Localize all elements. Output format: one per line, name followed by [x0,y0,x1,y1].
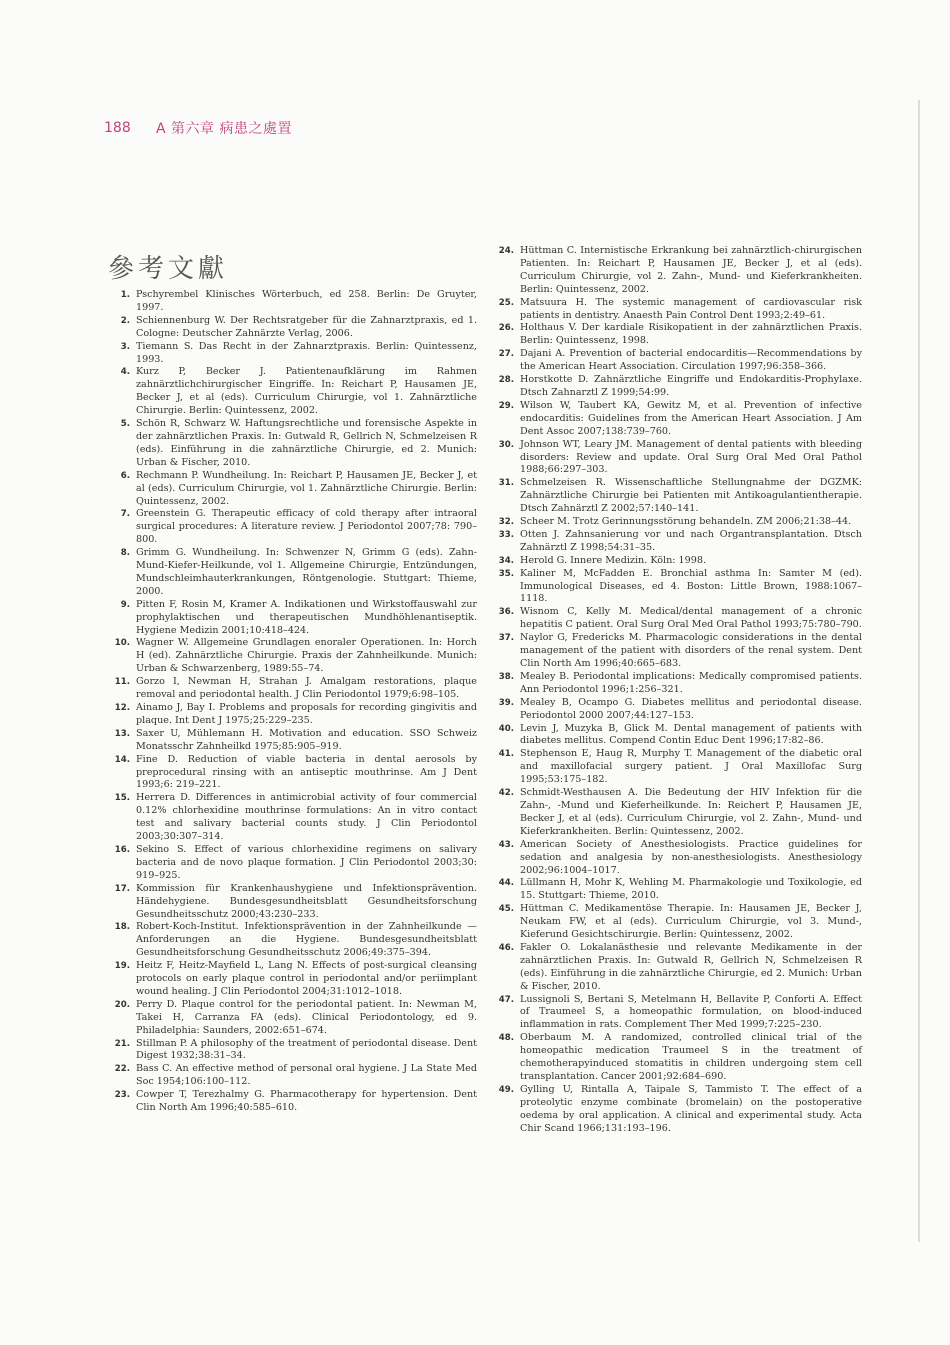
reference-item [496,839,862,878]
reference-number: 32. [498,517,514,528]
reference-text: Wisnom C, Kelly M. Medical/dental management of a chronic hepatitis C patient. Oral Surg Oral Med Oral Pathol 1993;75:780–790. [520,606,862,631]
reference-number: 11. [114,677,130,688]
reference-text: Herold G. Innere Medizin. Köln: 1998. [520,554,707,566]
reference-text: Heitz F, Heitz-Mayfield L, Lang N. Effects of post-surgical cleansing protocols on early plaque control in periodontal and/or periimplant wound healing. J Clin Periodontol 2004;31:1012–1018. [136,960,477,997]
reference-item [112,289,477,315]
reference-number: 20. [114,999,130,1010]
reference-text: Horstkotte D. Zahnärztliche Eingriffe und Endokarditis-Prophylaxe. Dtsch Zahnarztl Z 1999;54:99. [520,374,862,398]
reference-item [112,921,477,960]
reference-number: 25. [498,297,514,308]
reference-number: 28. [498,375,514,386]
reference-item [496,439,862,478]
reference-text: Hüttman C. Internistische Erkrankung bei zahnärztlich-chirurgischen Patienten. In: Reichart P, Hausamen JE, Becker J, et al (eds). Curriculum Chirurgie, vol 2. Zahn-, Mund- und Kieferkrankheiten. Berlin: Quintessenz, 2002. [520,245,862,295]
reference-number: 21. [114,1038,130,1049]
running-header [104,118,292,138]
reference-item [112,547,477,599]
reference-text: Stillman P. A philosophy of the treatment of periodontal disease. Dent Digest 1932;38:31–34. [136,1037,477,1062]
reference-item [112,676,477,702]
reference-item [112,341,477,367]
reference-item [496,568,862,607]
chapter-title: A 第六章 病患之處置 [156,121,292,137]
reference-text: Wagner W. Allgemeine Grundlagen enoraler Operationen. In: Horch H (ed). Zahnärztliche Chirurgie. Praxis der Zahnheilkunde. Munich: Urban & Schwarzenberg, 1989:55–74. [136,637,477,675]
reference-text: Schiennenburg W. Der Rechtsratgeber für die Zahnarztpraxis, ed 1. Cologne: Deutscher Zahnärzte Verlag, 2006. [136,314,477,339]
reference-item [496,297,862,323]
page-edge-divider [918,100,920,1242]
reference-item [496,877,862,903]
reference-number: 10. [114,638,130,649]
reference-text: Holthaus V. Der kardiale Risikopatient in der zahnärztlichen Praxis. Berlin: Quintessenz, 1998. [520,322,862,347]
reference-number: 27. [498,349,514,360]
reference-text: Scheer M. Trotz Gerinnungsstörung behandeln. ZM 2006;21:38–44. [520,516,852,528]
reference-text: Pitten F, Rosin M, Kramer A. Indikationen und Wirkstoffauswahl zur prophylaktischen und therapeutischen Mundhöhlenantiseptik. Hygiene Medizin 2001;10:418–424. [136,598,477,636]
reference-text: Rechmann P. Wundheilung. In: Reichart P, Hausamen JE, Becker J, et al (eds). Curriculum Chirurgie, vol 1. Zahnärztliche Chirurgie. Berlin: Quintessenz, 2002. [136,469,477,507]
reference-text: Tiemann S. Das Recht in der Zahnarztpraxis. Berlin: Quintessenz, 1993. [136,340,477,365]
reference-text: Stephenson E, Haug R, Murphy T. Management of the diabetic oral and maxillofacial surgery patient. J Oral Maxillofac Surg 1995;53:175–182. [520,748,862,786]
reference-item [496,477,862,516]
reference-number: 33. [498,529,514,540]
reference-text: Kaliner M, McFadden E. Bronchial asthma In: Samter M (ed). Immunological Diseases, ed 4. Boston: Little Brown, 1988:1067–1118. [520,567,862,605]
reference-item [496,994,862,1033]
reference-number: 9. [120,599,130,610]
reference-number: 16. [114,844,130,855]
reference-item [112,702,477,728]
reference-text: Hüttman C. Medikamentöse Therapie. In: Hausamen JE, Becker J, Neukam FW, et al (eds). Curriculum Chirurgie, vol 3. Mund-, Kieferund Gesichtschirurgie. Berlin: Quintessenz, 2002. [520,903,862,941]
reference-number: 19. [114,961,130,972]
reference-item [112,960,477,999]
reference-text: Lussignoli S, Bertani S, Metelmann H, Bellavite P, Conforti A. Effect of Traumeel S, a homeopathic formulation, on blood-induced inflammation in rats. Complement Ther Med 1999;7:225–230. [520,993,862,1031]
reference-text: Saxer U, Mühlemann H. Motivation and education. SSO Schweiz Monatsschr Zahnheilkd 1975;85:905–919. [136,727,477,752]
reference-text: Schmidt-Westhausen A. Die Bedeutung der HIV Infektion für die Zahn-, -Mund und Kieferheilkunde. In: Reichert P, Hausamen JE, Becker J, et al (eds). Curriculum Chirurgie, vol 2. Zahn-, Mund- und Kieferkrankheiten. Berlin: Quintessenz, 2002. [520,787,862,837]
reference-item [112,754,477,793]
reference-text: Herrera D. Differences in antimicrobial activity of four commercial 0.12% chlorhexidine mouthrinse formulations: An in vitro contact test and salivary bacterial counts study. J Clin Periodontol 2003;30:307–314. [136,792,477,843]
reference-number: 18. [114,922,130,933]
reference-item [496,723,862,749]
reference-number: 39. [498,697,514,708]
reference-item [112,1089,477,1115]
reference-item [112,844,477,883]
reference-item [112,728,477,754]
reference-item [496,348,862,374]
reference-item [496,400,862,439]
reference-item [496,1032,862,1084]
reference-number: 13. [114,728,130,739]
reference-text: Mealey B, Ocampo G. Diabetes mellitus and periodontal disease. Periodontol 2000 2007;44:127–153. [520,696,862,721]
reference-text: Lüllmann H, Mohr K, Wehling M. Pharmakologie und Toxikologie, ed 15. Stuttgart: Thieme, 2010. [520,877,862,902]
references-heading: 參考文獻 [108,254,229,284]
reference-item [112,418,477,470]
reference-item [496,632,862,671]
reference-item [112,366,477,418]
reference-text: Pschyrembel Klinisches Wörterbuch, ed 258. Berlin: De Gruyter, 1997. [136,289,477,313]
reference-text: Fakler O. Lokalanästhesie und relevante Medikamente in der zahnärztlichen Praxis. In: Gutwald R, Gellrich N, Schmelzeisen R (eds). Einführung in die zahnärztliche Chirurgie, ed 2. Munich: Urban & Fischer, 2010. [520,941,862,992]
reference-number: 44. [498,878,514,889]
reference-number: 38. [498,671,514,682]
reference-text: Cowper T, Terezhalmy G. Pharmacotherapy for hypertension. Dent Clin North Am 1996;40:585–610. [136,1089,477,1114]
reference-number: 5. [120,419,130,430]
reference-item [112,999,477,1038]
reference-text: Oberbaum M. A randomized, controlled clinical trial of the homeopathic medication Traumeel S in the treatment of chemotherapyinduced stomatitis in children undergoing stem cell transplantation. Cancer 2001;92:684–690. [520,1032,862,1082]
reference-item [112,637,477,676]
reference-number: 35. [498,568,514,579]
reference-number: 23. [114,1090,130,1101]
reference-text: Gorzo I, Newman H, Strahan J. Amalgam restorations, plaque removal and periodontal health. J Clin Periodontol 1979;6:98–105. [136,676,477,701]
reference-number: 24. [498,246,514,256]
reference-text: Bass C. An effective method of personal oral hygiene. J La State Med Soc 1954;106:100–112. [136,1063,477,1088]
reference-text: Kurz P, Becker J. Patientenaufklärung im Rahmen zahnärztlichchirurgischer Eingriffe. In: Reichart P, Hausamen JE, Becker J, et al (eds). Curriculum Chirurgie, vol 1. Zahnärztliche Chirurgie. Berlin: Quintessenz, 2002. [136,366,477,417]
reference-number: 31. [498,478,514,489]
reference-item [112,599,477,638]
reference-item [112,470,477,509]
reference-item [112,883,477,922]
reference-text: Dajani A. Prevention of bacterial endocarditis—Recommendations by the American Heart Association. Circulation 1997;96:358–366. [520,348,862,373]
reference-item [112,1038,477,1064]
reference-item [112,508,477,547]
reference-item [112,315,477,341]
reference-item [496,903,862,942]
reference-number: 2. [120,315,130,326]
reference-number: 12. [114,703,130,713]
reference-number: 3. [120,341,130,352]
reference-number: 36. [498,607,514,618]
reference-item [496,555,862,568]
reference-number: 45. [498,904,514,915]
reference-text: Naylor G, Fredericks M. Pharmacologic considerations in the dental management of the patient with disorders of the renal system. Dent Clin North Am 1996;40:665–683. [520,632,862,669]
reference-text: Sekino S. Effect of various chlorhexidine regimens on salivary bacteria and de novo plaque formation. J Clin Periodontol 2003;30: 919–925. [136,843,477,881]
reference-item [112,792,477,844]
reference-number: 48. [498,1033,514,1044]
reference-text: Wilson W, Taubert KA, Gewitz M, et al. Prevention of infective endocarditis: Guidelines from the American Heart Association. J Am Dent Assoc 2007;138:739–760. [520,399,862,437]
reference-item [496,245,862,297]
reference-text: Gylling U, Rintalla A, Taipale S, Tammisto T. The effect of a proteolytic enzyme combinate (bromelain) on the postoperative oedema by oral application. A clinical and experimental study. Acta Chir Scand 1966;131:193–196. [520,1083,862,1134]
reference-number: 7. [120,509,130,520]
reference-number: 41. [498,749,514,760]
reference-number: 1. [120,290,130,300]
reference-text: Levin J, Muzyka B, Glick M. Dental management of patients with diabetes mellitus. Compend Contin Educ Dent 1996;17:82–86. [520,722,862,747]
reference-item [496,322,862,348]
reference-number: 34. [498,555,514,566]
reference-item [496,787,862,839]
reference-number: 14. [114,754,130,765]
reference-text: Schön R, Schwarz W. Haftungsrechtliche und forensische Aspekte in der zahnärztlichen Praxis. In: Gutwald R, Gellrich N, Schmelzeisen R (eds). Einführung in die zahnärztliche Chirurgie, ed 2. Munich: Urban & Fischer, 2010. [136,418,477,468]
reference-text: Otten J. Zahnsanierung vor und nach Organtransplantation. Dtsch Zahnärztl Z 1998;54:31–35. [520,528,862,553]
reference-text: Johnson WT, Leary JM. Management of dental patients with bleeding disorders: Review and update. Oral Surg Oral Med Oral Pathol 1988;66:297–303. [520,438,862,476]
reference-item [496,697,862,723]
reference-item [496,748,862,787]
reference-number: 15. [114,793,130,804]
reference-item [496,1084,862,1136]
reference-text: Mealey B. Periodontal implications: Medically compromised patients. Ann Periodontol 1996;1:256–321. [520,670,862,695]
reference-number: 26. [498,323,514,334]
reference-text: American Society of Anesthesiologists. Practice guidelines for sedation and analgesia by non-anesthesiologists. Anesthesiology 2002;96:1004–1017. [520,838,862,876]
reference-text: Matsuura H. The systemic management of cardiovascular risk patients in dentistry. Anaesth Pain Control Dent 1993;2:49–61. [520,296,862,321]
reference-item [496,606,862,632]
reference-text: Ainamo J, Bay I. Problems and proposals for recording gingivitis and plaque. Int Dent J 1975;25:229–235. [136,702,477,726]
reference-number: 4. [120,367,130,378]
reference-item [112,1063,477,1089]
reference-number: 47. [498,994,514,1005]
reference-number: 29. [498,400,514,411]
reference-number: 40. [498,723,514,734]
reference-text: Robert-Koch-Institut. Infektionsprävention in der Zahnheilkunde —Anforderungen an die Hygiene. Bundesgesundheitsblatt Gesundheitsforschung Gesundheitsschutz 2006;49:375–394. [136,921,477,959]
reference-number: 22. [114,1064,130,1075]
reference-item [496,516,862,529]
reference-number: 42. [498,788,514,799]
reference-number: 8. [120,548,130,559]
reference-number: 6. [120,470,130,481]
reference-item [496,374,862,400]
reference-number: 49. [498,1084,514,1095]
reference-text: Fine D. Reduction of viable bacteria in dental aerosols by preprocedural rinsing with an antiseptic mouthrinse. Am J Dent 1993;6: 219–221. [136,753,477,791]
reference-number: 46. [498,942,514,953]
reference-number: 17. [114,883,130,894]
reference-number: 37. [498,633,514,644]
reference-text: Kommission für Krankenhaushygiene und Infektionsprävention. Händehygiene. Bundesgesundheitsblatt Gesundheitsforschung Gesundheitsschutz 2000;43:230–233. [136,882,477,920]
references-column-right [496,245,862,1136]
references-column-left [112,289,477,1115]
reference-number: 43. [498,839,514,850]
reference-item [496,942,862,994]
reference-text: Greenstein G. Therapeutic efficacy of cold therapy after intraoral surgical procedures: A literature review. J Periodontol 2007;78: 790–800. [136,508,477,546]
reference-text: Perry D. Plaque control for the periodontal patient. In: Newman M, Takei H, Carranza FA (eds). Clinical Periodontology, ed 9. Philadelphia: Saunders, 2002:651–674. [136,998,477,1036]
reference-text: Grimm G. Wundheilung. In: Schwenzer N, Grimm G (eds). Zahn-Mund-Kiefer-Heilkunde, vol 1. Allgemeine Chirurgie, Entzündungen, Mundschleimhauterkrankungen, Röntgenologie. Stuttgart: Thieme, 2000. [136,547,477,597]
reference-number: 30. [498,439,514,450]
page-number: 188 [104,120,131,136]
reference-item [496,671,862,697]
reference-item [496,529,862,555]
reference-text: Schmelzeisen R. Wissenschaftliche Stellungnahme der DGZMK: Zahnärztliche Chirurgie bei Patienten mit Antikoagulantientherapie. Dtsch Zahnärztl Z 2002;57:140–141. [520,477,862,515]
